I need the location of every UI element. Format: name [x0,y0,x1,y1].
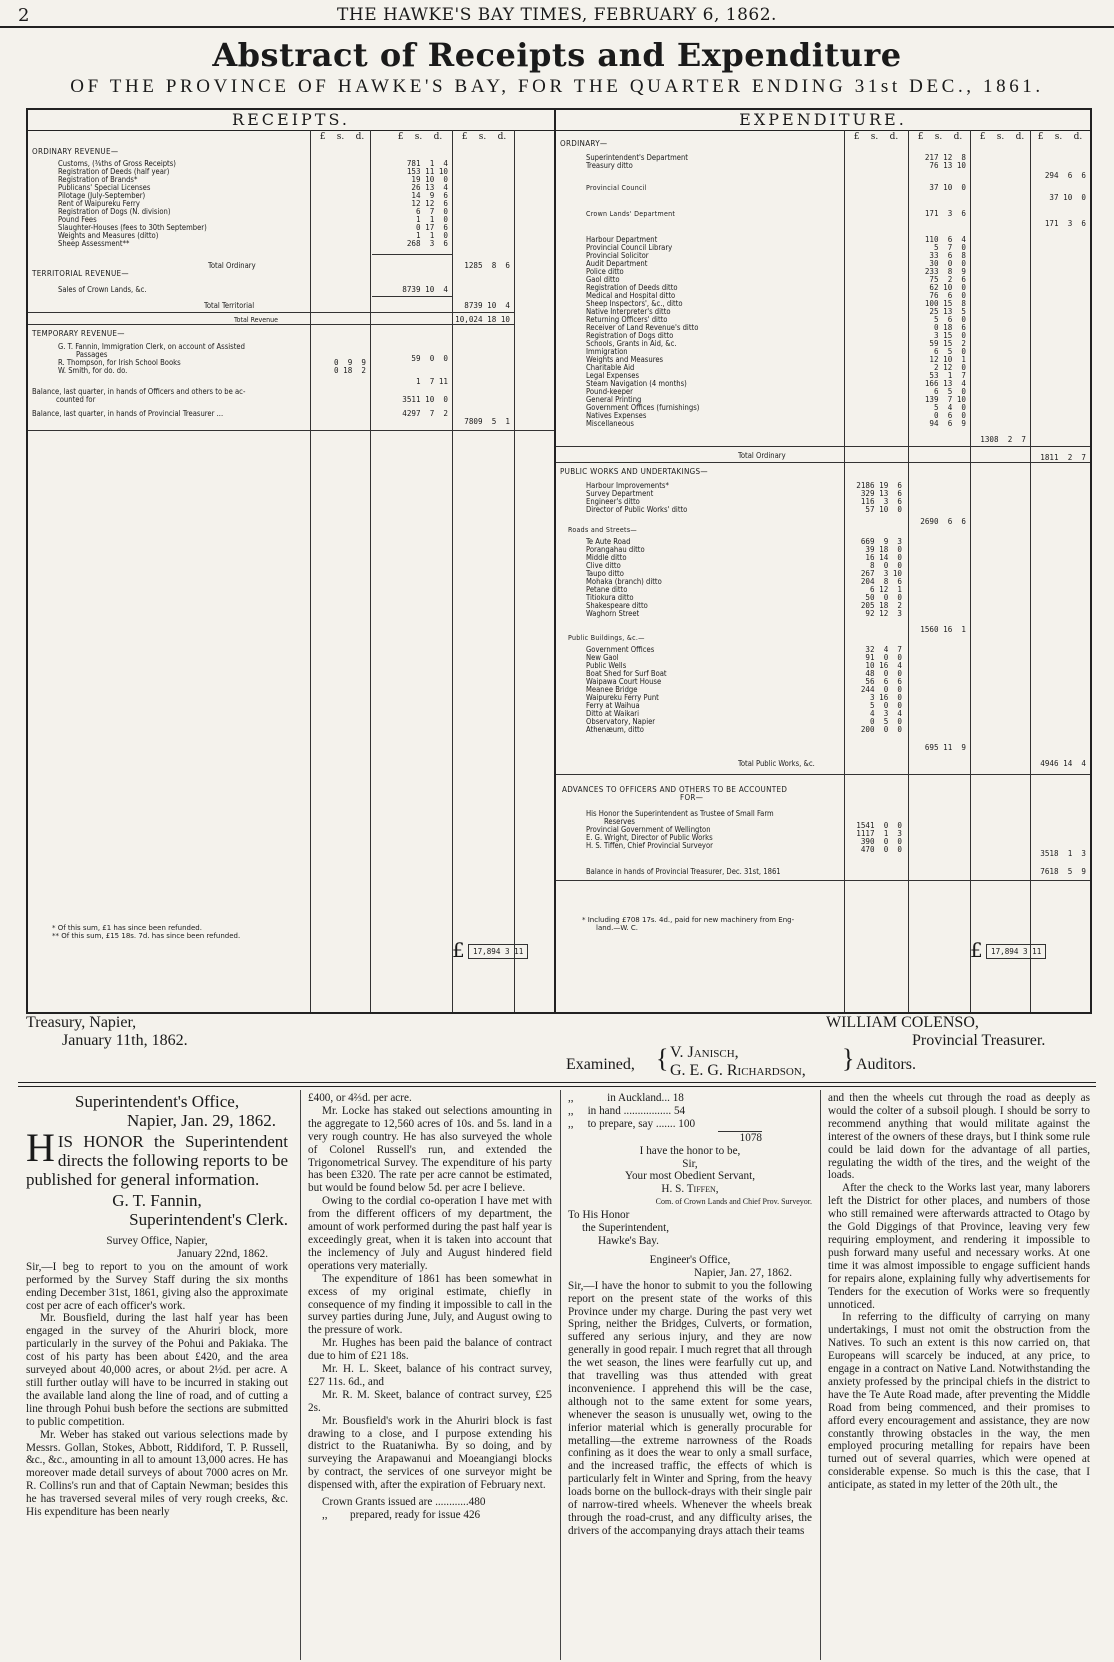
total-territorial-value: 8739 10 4 [464,301,510,310]
crown-dept-label: Crown Lands' Department [586,210,676,218]
line-item-amount: 6 7 0 [415,207,448,216]
council-label: Provincial Council [586,184,647,192]
line-item-label: Police ditto [586,267,624,276]
line-item-amount: 75 2 6 [929,275,966,284]
line-item-amount: 0 18 6 [933,323,966,332]
advance-value: 470 0 0 [860,845,902,854]
rule [28,312,514,313]
line-item-label: Te Aute Road [586,537,631,546]
line-item-amount: 0 17 6 [415,223,448,232]
line-item-label: Mohaka (branch) ditto [586,577,662,586]
line-item-label: Returning Officers' ditto [586,315,668,324]
office-date: Napier, Jan. 29, 1862. [127,1111,276,1130]
line-item-amount: 39 18 0 [865,545,902,554]
balance-officers-label: Balance, last quarter, in hands of Officers and others to be ac- [32,387,246,396]
rule [556,446,1090,447]
line-item-amount: 50 0 0 [865,593,902,602]
signer-tiffen-title: Com. of Crown Lands and Chief Prov. Surveyor. [655,1197,812,1207]
line-item-label: Harbour Improvements* [586,481,669,490]
receipts-footnote-2: ** Of this sum, £15 18s. 7d. has since been refunded. [52,932,241,940]
paragraph: In referring to the difficulty of carrying on many undertakings, I must not omit the obstruction from the Natives. To such an extent is this now carried on, that Europeans will scarcely be induced, at any price, to engage in a contract on Native Land. Notwithstanding the anxiety professed by the principal chiefs in the district to have the Te Aute Road made, after preventing the Middle Road from being commenced, and their promises to afford every encouragement and assistance, they are now constantly throwing obstacles in the way, the men employed procuring metalling for repairs have been turned out of several quarries, which were opened at considerable expense. So much is this the case, that I anticipate, as stated in my letter of the 20th ult., the [828,1311,1090,1492]
auditor-richardson: G. E. G. Richardson, [670,1062,806,1079]
total-ordinary-value: 1285 8 6 [464,261,510,270]
line-item-label: Audit Department [586,259,648,268]
treasury-place: Treasury, Napier, [26,1014,137,1031]
treasury-label: Treasury ditto [586,161,633,170]
line-item-label: Provincial Council Library [586,243,673,252]
line-item-label: Observatory, Napier [586,717,656,726]
line-item-amount: 100 15 8 [924,299,966,308]
column-divider [300,1090,301,1660]
line-item-amount: 2 12 0 [933,363,966,372]
column-divider [560,1090,561,1660]
line-item-amount: 5 4 0 [933,403,966,412]
total-ordinary-label: Total Ordinary [208,261,256,270]
closing: Sir, [682,1157,698,1170]
abstract-subtitle: OF THE PROVINCE OF HAWKE'S BAY, FOR THE QUARTER ENDING 31st DEC., 1861. [70,76,1044,97]
exp-ordinary-heading: ORDINARY— [560,139,608,148]
notice-signer: G. T. Fannin, [112,1191,202,1210]
thompson-value: 0 9 9 [333,358,366,367]
notice-text: IS HONOR the Superintendent directs the following reports to be published for general information. [26,1132,288,1189]
total-public-label: Total Public Works, &c. [738,759,815,768]
closing: I have the honor to be, [639,1144,741,1157]
exp-balance-label: Balance in hands of Provincial Treasurer, Dec. 31st, 1861 [586,867,781,876]
line-item-amount: 6 5 0 [933,347,966,356]
line-item-amount: 110 6 4 [924,235,966,244]
ordinary-revenue-heading: ORDINARY REVENUE— [32,147,119,156]
public-works-heading: PUBLIC WORKS AND UNDERTAKINGS— [560,467,708,476]
line-item-amount: 669 9 3 [860,537,902,546]
rule [556,462,1090,463]
rule [372,254,452,255]
balance-officers-value: 3511 10 0 [402,395,448,404]
advance-value: 390 0 0 [860,837,902,846]
line-item-label: Survey Department [586,489,654,498]
line-item-label: Petane ditto [586,585,628,594]
line-item-amount: 62 10 0 [929,283,966,292]
line-item-label: Pound-keeper [586,387,633,396]
advances-heading: ADVANCES TO OFFICERS AND OTHERS TO BE ACCOUNTED [562,785,788,794]
line-item-label: Gaol ditto [586,275,620,284]
line-item-label: Harbour Department [586,235,658,244]
treasurer-title: Provincial Treasurer. [912,1032,1046,1049]
treasury-date: January 11th, 1862. [62,1032,188,1049]
roads-total: 1560 16 1 [920,625,966,634]
balance-treasurer-label: Balance, last quarter, in hands of Provincial Treasurer ... [32,409,224,418]
closing: Your most Obedient Servant, [625,1170,755,1183]
balance-treasurer-value: 4297 7 2 [402,409,448,418]
line-item-label: Immigration [586,347,628,356]
rule [372,296,452,297]
line-item-label: Weights and Measures (ditto) [58,231,159,240]
money-heading: £ s. d. [397,132,443,142]
line-item-amount: 153 11 10 [406,167,448,176]
line-item-amount: 32 4 7 [865,645,902,654]
line-item-amount: 781 1 4 [406,159,448,168]
line-item-amount: 48 0 0 [865,669,902,678]
total-revenue-value: 10,024 18 10 [455,315,510,324]
line-item-amount: 204 8 6 [860,577,902,586]
superintendent-label: Superintendent's Department [586,153,688,162]
superintendent-total: 294 6 6 [1044,171,1086,180]
line-item-label: Government Offices [586,645,655,654]
exp-balance-value: 7618 5 9 [1040,867,1086,876]
fannin-label: G. T. Fannin, Immigration Clerk, on account of Assisted [58,342,245,351]
line-item-amount: 59 15 2 [929,339,966,348]
page-number: 2 [18,5,30,26]
line-item-amount: 26 13 4 [411,183,448,192]
line-item-label: Receiver of Land Revenue's ditto [586,323,699,332]
smith-label: W. Smith, for do. do. [58,366,128,375]
line-item-amount: 16 14 0 [865,553,902,562]
paragraph: Mr. Bousfield, during the last half year has been engaged in the survey of the Ahuriri block, more particularly in the survey of the Pohui and Pakiaka. The cost of his party has been about £420, and the area surveyed about 40,000 acres, or about 2½d. per acre. A still further outlay will have to be incurred in staking out the available land along the line of road, and of cutting a line through Pohui bush before the sections are submitted to public competition. [26,1312,288,1428]
line-item-amount: 6 5 0 [933,387,966,396]
line-item-label: Provincial Solicitor [586,251,649,260]
advance-value: 1117 1 3 [856,829,902,838]
receipts-grand-total: 17,894 3 11 [468,944,528,959]
temporary-sum: 1 7 11 [415,377,448,386]
expenditure-footnote-2: land.—W. C. [596,924,639,932]
paragraph: and then the wheels cut through the road as deeply as would the colter of a subsoil plough. I should be sorry to recommend anything that would militate against the interest of the owners of these drays, but I think some rule could be laid down for the advantage of all parties, regulating the width of the tires, and the weight of the loads. [828,1092,1090,1182]
paragraph: Mr. Bousfield's work in the Ahuriri block is fast drawing to a close, and I purpose extending his district to the Ruataniwha. By so doing, and by surveying the Arapawanui and Moeangiangi blocks by contract, the services of one surveyor might be dispensed with, after the expiration of February next. [308,1414,552,1492]
money-heading: £ s. d. [319,132,365,142]
line-item-label: Taupo ditto [586,569,624,578]
line-item-amount: 2186 19 6 [856,481,902,490]
line-item-amount: 116 3 6 [860,497,902,506]
council-total: 37 10 0 [1049,193,1086,202]
article-column-2 [308,1092,552,1660]
advance-label: E. G. Wright, Director of Public Works [586,833,713,842]
pound-sign: £ [452,938,465,962]
expenditure-grand-total: 17,894 3 11 [986,944,1046,959]
receipts-heading: RECEIPTS. [28,110,554,131]
column-rule [370,130,371,1012]
line-item-amount: 33 6 8 [929,251,966,260]
line-item-amount: 92 12 3 [865,609,902,618]
line-item-label: Natives Expenses [586,411,647,420]
line-item-amount: 6 12 1 [869,585,902,594]
article-column-3 [568,1092,812,1660]
line-item-amount: 0 6 0 [933,411,966,420]
rule [28,430,554,431]
line-item-amount: 56 6 6 [865,677,902,686]
addressee: To His Honor [568,1209,630,1222]
buildings-total: 695 11 9 [924,743,966,752]
line-item-amount: 19 10 0 [411,175,448,184]
crown-dept-total: 171 3 6 [1044,219,1086,228]
grants-line: ,, to prepare, say ....... 100 [568,1117,696,1130]
receipts-footnote-1: * Of this sum, £1 has since been refunded. [52,924,202,932]
section-divider [18,1086,1096,1087]
survey-date: January 22nd, 1862. [177,1247,268,1260]
advance-value: 1541 0 0 [856,821,902,830]
paragraph: Sir,—I have the honor to submit to you the following report on the present state of the works of this Province under my charge. During the past very wet Spring, neither the Bridges, Culverts, or formation, suffered any serious injury, and they are now generally in good repair. I much regret that all through the wet season, the lines were fearfully cut up, and that travelling was thus attended with great inconvenience. I apprehend this will be the case, although not to the same extent for some years, whenever the season is unusually wet, owing to the inferior material which is generally procurable for metalling—the extreme narrowness of the Roads confining as it does the wear to only a small surface, and the increased traffic, the effects of which is particularly felt in Winter and Spring, from the heavy loads borne on the bullock-drays with their single pair of narrow-tired wheels. Whenever the wheels break through the road-crust, and any difficulty arises, the drivers of the accompanying drays attach their teams [568,1279,812,1537]
line-item-amount: 5 6 0 [933,315,966,324]
line-item-label: Waipawa Court House [586,677,662,686]
line-item-label: Charitable Aid [586,363,635,372]
line-item-amount: 91 0 0 [865,653,902,662]
line-item-amount: 53 1 7 [929,371,966,380]
brace-left: { [656,1044,669,1073]
paragraph: Mr. Hughes has been paid the balance of contract due to him of £21 18s. [308,1337,552,1363]
line-item-amount: 57 10 0 [865,505,902,514]
line-item-amount: 3 15 0 [933,331,966,340]
line-item-label: Pound Fees [58,215,97,224]
line-item-label: Ferry at Waihua [586,701,640,710]
exp-total-ordinary-value: 1811 2 7 [1040,453,1086,462]
auditors-label: Auditors. [856,1056,916,1073]
office-heading: Superintendent's Office, [74,1092,240,1111]
paragraph: The expenditure of 1861 has been somewhat in excess of my original estimate, chiefly in consequence of my finding it impossible to call in the survey parties during June, July, and August owing to the pressure of work. [308,1272,552,1337]
line-item-label: Publicans' Special Licenses [58,183,151,192]
line-item-label: Registration of Brands* [58,175,138,184]
line-item-label: Slaughter-Houses (fees to 30th September) [58,223,207,232]
expenditure-heading: EXPENDITURE. [556,110,1090,131]
line-item-label: Steam Navigation (4 months) [586,379,687,388]
line-item-amount: 244 0 0 [860,685,902,694]
money-heading: £ s. d. [1037,132,1083,142]
line-item-label: Weights and Measures [586,355,664,364]
paragraph: Sir,—I beg to report to you on the amount of work performed by the Survey Staff during the six months ending December 31st, 1861, giving also the approximate cost per acre of each officer's work. [26,1260,288,1312]
total-public-value: 4946 14 4 [1040,759,1086,768]
advance-label: H. S. Tiffen, Chief Provincial Surveyor [586,841,713,850]
auditor-janisch: V. Janisch, [670,1044,739,1061]
column-rule [452,130,453,1012]
expenditure-panel [556,110,1090,1012]
drop-cap: H [26,1125,55,1170]
column-divider [820,1090,821,1660]
treasury-value: 76 13 10 [929,161,966,170]
line-item-amount: 12 10 1 [929,355,966,364]
column-rule [514,130,515,1012]
crown-lands-value: 8739 10 4 [402,285,448,294]
line-item-amount: 233 8 9 [924,267,966,276]
line-item-label: Registration of Dogs ditto [586,331,674,340]
line-item-label: Customs, (⅜ths of Gross Receipts) [58,159,176,168]
money-heading: £ s. d. [461,132,507,142]
rule [556,880,1090,881]
rule [28,324,514,325]
money-heading: £ s. d. [917,132,963,142]
council-value: 37 10 0 [929,183,966,192]
abstract-title: Abstract of Receipts and Expenditure [212,36,902,74]
advance-label: His Honor the Superintendent as Trustee of Small Farm [586,809,774,818]
line-item-amount: 10 16 4 [865,661,902,670]
money-heading: £ s. d. [979,132,1025,142]
smith-value: 0 18 2 [333,366,366,375]
line-item-label: Legal Expenses [586,371,640,380]
grants-line: Crown Grants issued are ............480 [322,1496,486,1509]
survey-office: Survey Office, Napier, [106,1235,208,1247]
line-item-amount: 205 18 2 [860,601,902,610]
balance-officers-label-cont: counted for [56,395,96,404]
engineer-office: Engineer's Office, [649,1253,731,1266]
line-item-amount: 3 16 0 [869,693,902,702]
line-item-label: Pilotage (July-September) [58,191,146,200]
addressee: the Superintendent, [582,1222,669,1235]
line-item-label: Middle ditto [586,553,627,562]
paragraph: £400, or 4⅔d. per acre. [308,1092,412,1104]
line-item-label: Ditto at Waikari [586,709,639,718]
line-item-label: Government Offices (furnishings) [586,403,700,412]
page-header [0,0,1114,28]
article-column-1 [26,1092,288,1660]
line-item-label: Registration of Deeds ditto [586,283,678,292]
crown-dept-value: 171 3 6 [924,209,966,218]
roads-heading: Roads and Streets— [568,526,638,534]
thompson-label: R. Thompson, for Irish School Books [58,358,181,367]
advance-label: Provincial Government of Wellington [586,825,711,834]
fannin-value: 59 0 0 [411,354,448,363]
engineer-date: Napier, Jan. 27, 1862. [693,1266,792,1279]
line-item-label: Waipureku Ferry Punt [586,693,659,702]
rule [556,774,1090,775]
paragraph: Owing to the cordial co-operation I have met with from the different officers of my department, the amount of work performed during the past half year is exceedingly great, when it is taken into account that the inclemency of July and August hindered field operations very materially. [308,1195,552,1272]
line-item-label: Porangahau ditto [586,545,645,554]
article-column-4 [828,1092,1090,1660]
buildings-heading: Public Buildings, &c.— [568,634,645,642]
signer-tiffen: H. S. Tiffen, [661,1183,719,1196]
departments-total: 1308 2 7 [980,435,1026,444]
line-item-amount: 4 3 4 [869,709,902,718]
line-item-label: Sheep Inspectors', &c., ditto [586,299,683,308]
advance-label-cont: Reserves [604,817,635,826]
line-item-label: Athenæum, ditto [586,725,644,734]
crown-lands-label: Sales of Crown Lands, &c. [58,285,147,294]
line-item-label: Registration of Deeds (half year) [58,167,170,176]
line-item-amount: 8 0 0 [869,561,902,570]
line-item-amount: 12 12 6 [411,199,448,208]
line-item-label: Engineer's ditto [586,497,640,506]
section-divider [18,1082,1096,1083]
line-item-amount: 76 6 0 [929,291,966,300]
paragraph: Mr. Locke has staked out selections amounting in the aggregate to 12,560 acres of 10s. and 5s. land in a very rough country. He has also surveyed the whole of Colonel Russell's run, and extended the Trigonometrical Survey. The expenditure of his party has been £320. The rate per acre cannot be estimated, but would be found below 5d. per acre I believe. [308,1104,552,1195]
line-item-amount: 329 13 6 [860,489,902,498]
line-item-label: General Printing [586,395,642,404]
line-item-label: Director of Public Works' ditto [586,505,688,514]
line-item-amount: 139 7 10 [924,395,966,404]
line-item-label: Sheep Assessment** [58,239,130,248]
grants-line: ,, in hand ................. 54 [568,1104,686,1117]
balances-total: 7809 5 1 [464,417,510,426]
line-item-amount: 0 5 0 [869,717,902,726]
line-item-amount: 30 0 0 [929,259,966,268]
line-item-amount: 14 9 6 [411,191,448,200]
line-item-label: Waghorn Street [586,609,640,618]
exp-total-ordinary-label: Total Ordinary [738,451,786,460]
superintendent-value: 217 12 8 [924,153,966,162]
territorial-heading: TERRITORIAL REVENUE— [32,269,129,278]
treasurer-name: WILLIAM COLENSO, [826,1014,979,1031]
receipts-panel [28,110,556,1012]
works-total: 2690 6 6 [920,517,966,526]
line-item-amount: 267 3 10 [860,569,902,578]
line-item-label: Clive ditto [586,561,621,570]
line-item-label: Boat Shed for Surf Boat [586,669,667,678]
accounts-table [26,108,1092,1014]
fannin-label-cont: Passages [76,350,108,359]
line-item-amount: 268 3 6 [406,239,448,248]
brace-right: } [842,1044,855,1073]
money-heading: £ s. d. [853,132,899,142]
line-item-amount: 200 0 0 [860,725,902,734]
grants-total: 1078 [718,1131,762,1145]
line-item-amount: 25 13 5 [929,307,966,316]
paragraph: Mr. R. M. Skeet, balance of contract survey, £25 2s. [308,1388,552,1414]
total-revenue-label: Total Revenue [234,316,278,324]
grants-line: ,, prepared, ready for issue 426 [322,1509,481,1521]
expenditure-footnote-1: * Including £708 17s. 4d., paid for new machinery from Eng- [582,916,795,924]
line-item-label: Meanee Bridge [586,685,638,694]
advances-heading-cont: FOR— [680,793,704,802]
line-item-amount: 166 13 4 [924,379,966,388]
line-item-label: Native Interpreter's ditto [586,307,671,316]
paper-title: THE HAWKE'S BAY TIMES, FEBRUARY 6, 1862. [337,5,777,25]
line-item-label: Rent of Waipureku Ferry [58,199,140,208]
paragraph: After the check to the Works last year, many laborers left the District for other places, and numbers of those who still remained were afterwards attracted to Otago by the Gold Diggings of that Province, leaving very few requiring employment, and rendering it impossible to push forward many useful and necessary works. At one time it was almost impossible to engage sufficient hands for repairs alone, explaining fully why advertisements for Tenders for the execution of Works were so frequently unnoticed. [828,1182,1090,1311]
paragraph: Mr. H. L. Skeet, balance of his contract survey, £27 11s. 6d., and [308,1363,552,1388]
grants-line: ,, in Auckland... 18 [568,1092,684,1104]
line-item-label: New Gaol [586,653,619,662]
line-item-label: Registration of Dogs (N. division) [58,207,171,216]
line-item-amount: 5 7 0 [933,243,966,252]
line-item-label: Miscellaneous [586,419,634,428]
pound-sign: £ [970,938,983,962]
line-item-label: Medical and Hospital ditto [586,291,676,300]
line-item-amount: 5 0 0 [869,701,902,710]
paragraph: Mr. Weber has staked out various selections made by Messrs. Gollan, Stokes, Abbott, Riddiford, T. P. Russell, &c., &c., amounting in all to amount 13,000 acres. He has moreover made detail surveys of about 7000 acres on Mr. R. Collins's run and that of Captain Newman; besides this he has traversed several miles of very rough creeks, &c. His expenditure has been nearly [26,1428,288,1519]
total-territorial-label: Total Territorial [204,301,255,310]
column-rule [310,130,311,1012]
line-item-label: Schools, Grants in Aid, &c. [586,339,677,348]
examined-label: Examined, [566,1056,635,1073]
line-item-amount: 94 6 9 [929,419,966,428]
line-item-label: Shakespeare ditto [586,601,648,610]
addressee: Hawke's Bay. [598,1234,659,1247]
line-item-amount: 1 1 0 [415,231,448,240]
line-item-amount: 1 1 0 [415,215,448,224]
temporary-heading: TEMPORARY REVENUE— [32,329,125,338]
line-item-label: Titiokura ditto [586,593,634,602]
line-item-label: Public Wells [586,661,627,670]
notice-signer-title: Superintendent's Clerk. [129,1210,288,1229]
advances-total: 3518 1 3 [1040,849,1086,858]
